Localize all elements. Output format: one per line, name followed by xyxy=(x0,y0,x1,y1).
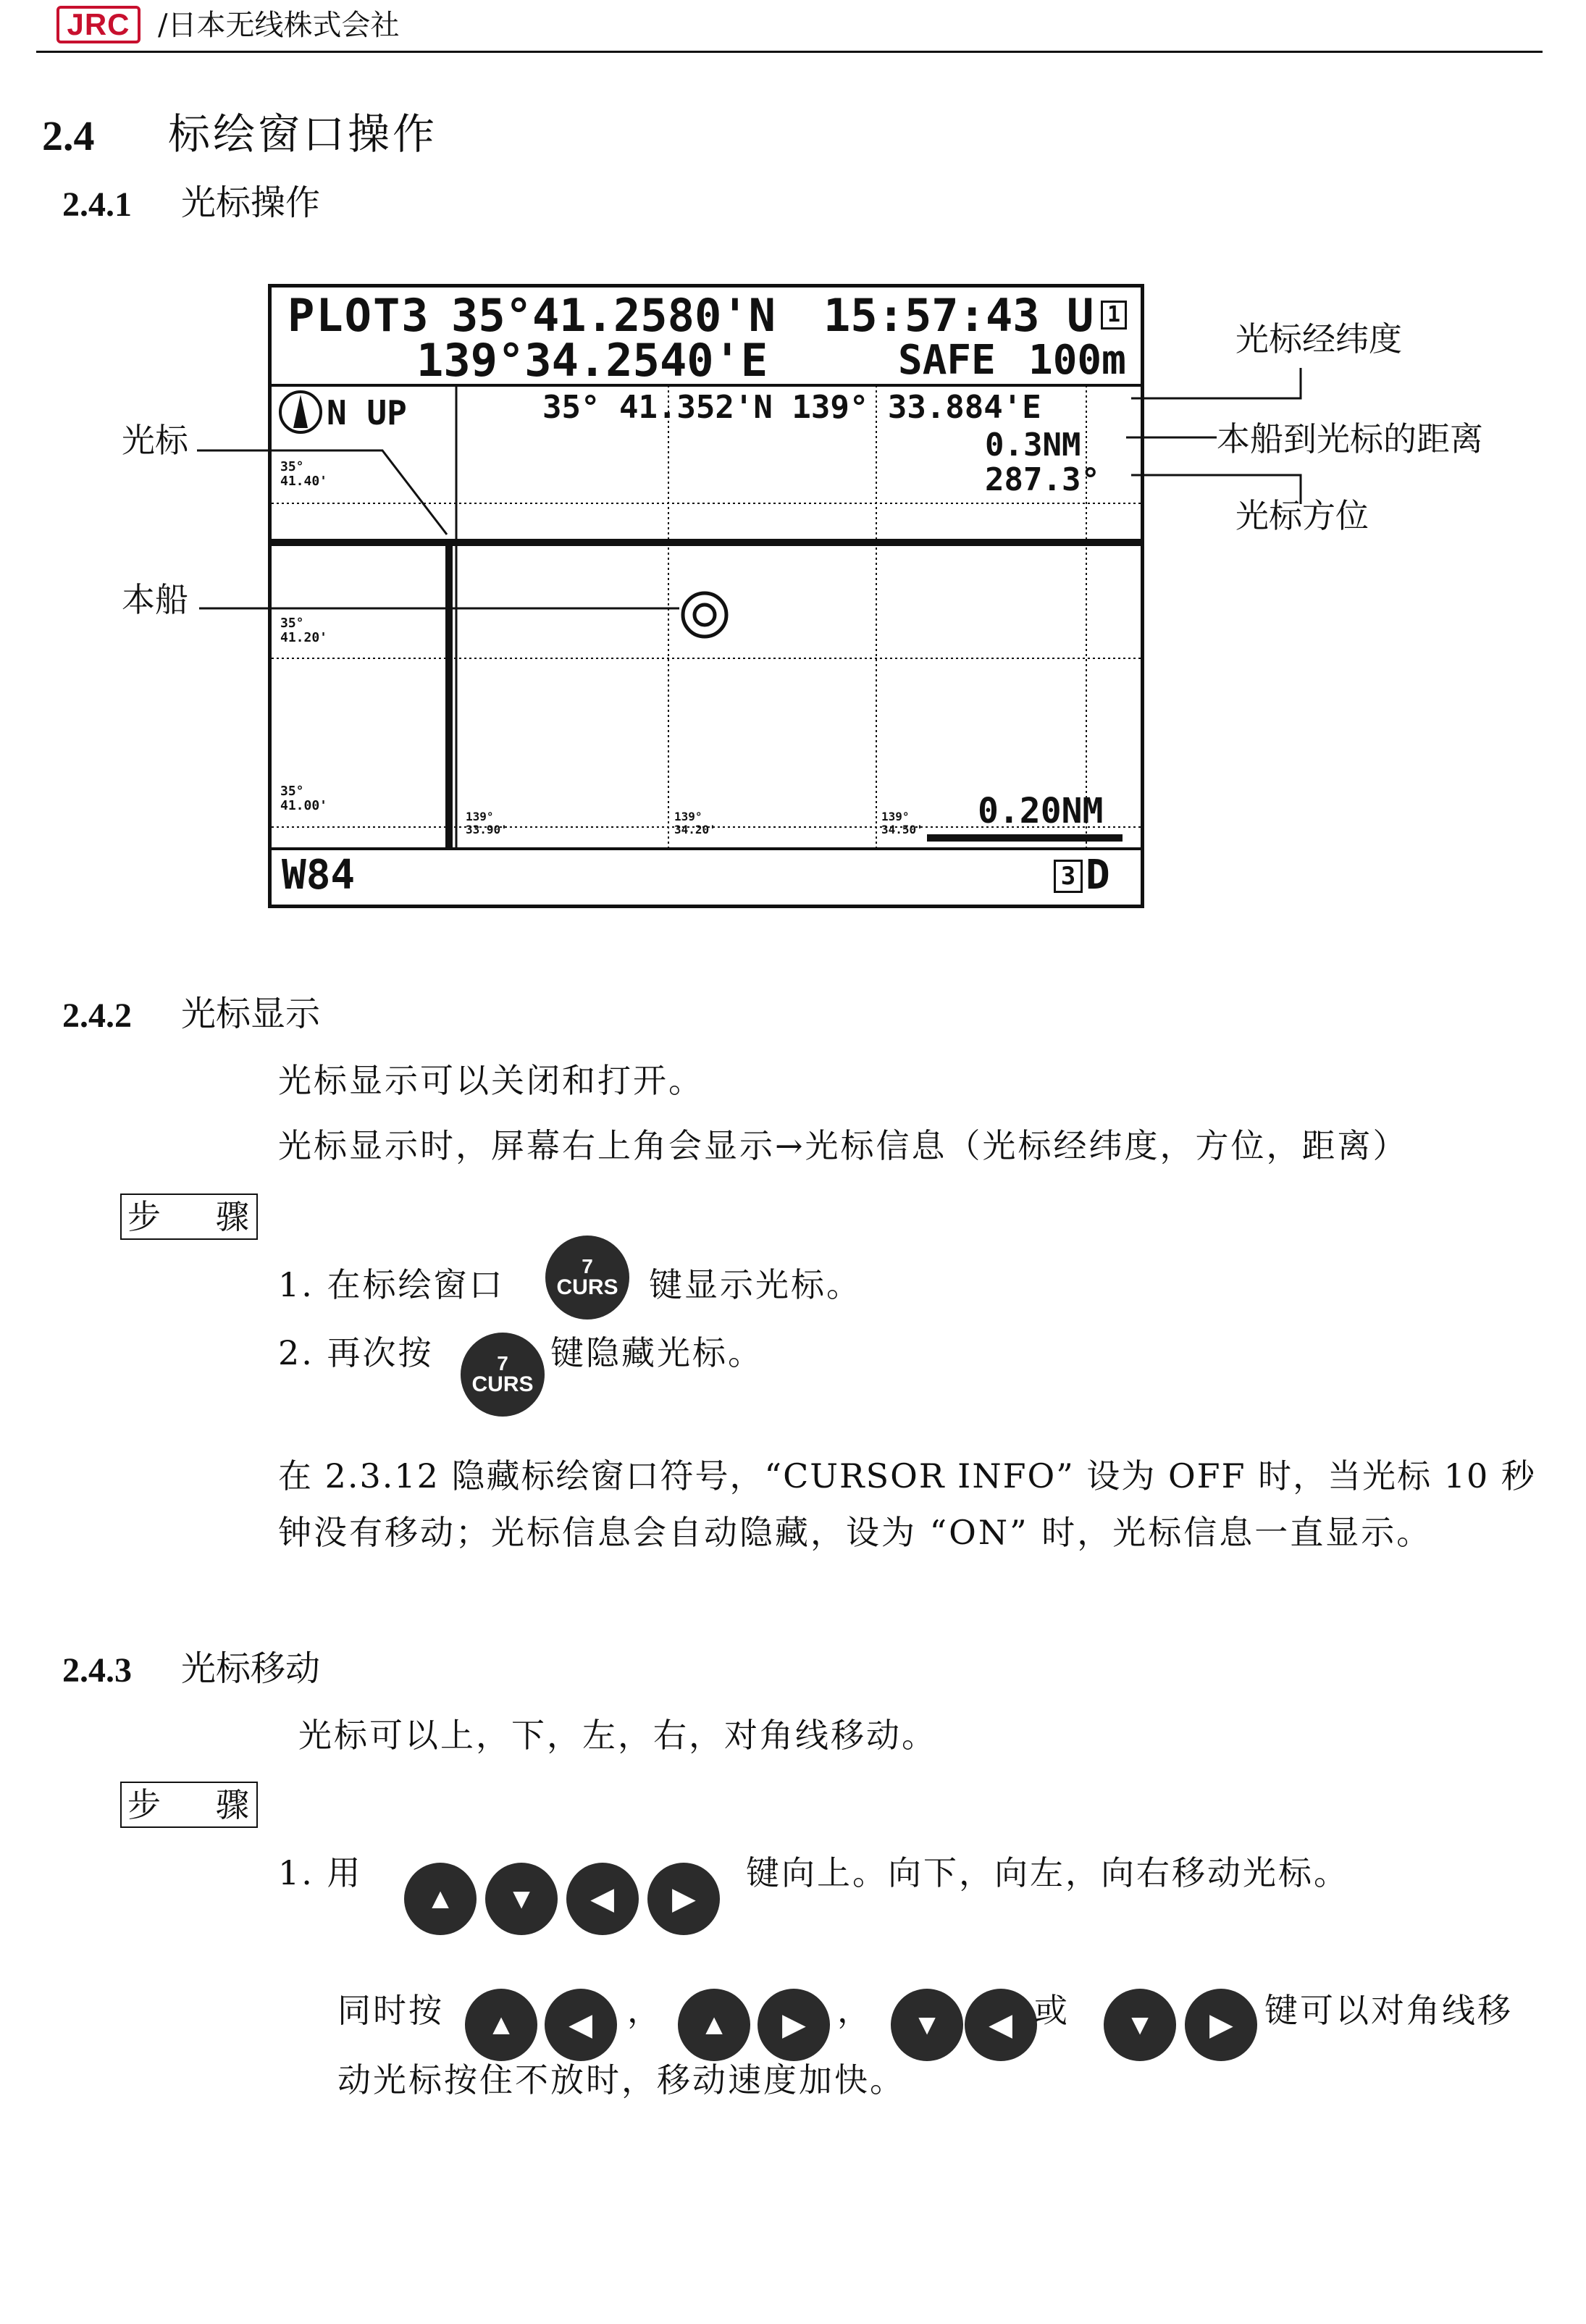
step-text: 键可以对角线移 xyxy=(1264,1991,1513,2030)
grid-lat-label: 35° 41.20' xyxy=(280,616,328,645)
separator: ， xyxy=(837,1991,870,2030)
up-arrow-key-icon: ▲ xyxy=(678,1989,750,2061)
cursor-bearing: 287.3° xyxy=(985,461,1100,498)
grid-lon-label: 139° 34.50' xyxy=(881,810,923,836)
step-text: 动光标按住不放时，移动速度加快。 xyxy=(337,2060,905,2099)
grid-lat-label: 35° 41.40' xyxy=(280,459,328,489)
subsection-title: 光标操作 xyxy=(181,183,321,223)
subsection-number: 2.4.2 xyxy=(62,997,132,1035)
fix-count-badge: 3 xyxy=(1054,860,1083,893)
step-text: 键隐藏光标。 xyxy=(550,1333,763,1372)
callout-bearing: 光标方位 xyxy=(1235,496,1369,535)
note-text: 在 2.3.12 隐藏标绘窗口符号，“CURSOR INFO” 设为 OFF 时，当光标 10 秒 xyxy=(278,1456,1536,1496)
curs-key-icon: 7 CURS xyxy=(461,1333,545,1417)
left-arrow-key-icon: ◀ xyxy=(545,1989,617,2061)
subsection-number: 2.4.1 xyxy=(62,185,132,224)
steps-label: 步 骤 xyxy=(120,1782,258,1828)
clock-time: 15:57:43 U xyxy=(823,289,1094,342)
or-text: 或 xyxy=(1034,1991,1067,2030)
paragraph: 光标可以上，下，左，右，对角线移动。 xyxy=(298,1716,937,1755)
own-latitude: 35°41.2580'N xyxy=(451,289,776,342)
callout-cursor-latlon: 光标经纬度 xyxy=(1235,319,1402,358)
north-up-label: N UP xyxy=(327,393,407,432)
paragraph: 光标显示可以关闭和打开。 xyxy=(278,1061,704,1100)
subsection-title: 光标移动 xyxy=(181,1648,321,1689)
callout-lines xyxy=(0,0,1586,941)
up-arrow-key-icon: ▲ xyxy=(465,1989,537,2061)
section-title: 标绘窗口操作 xyxy=(168,109,438,159)
left-arrow-key-icon: ◀ xyxy=(566,1863,639,1935)
grid-lat-label: 35° 41.00' xyxy=(280,784,328,813)
step-text: 1. 用 xyxy=(278,1853,363,1892)
step-text: 键向上。向下，向左，向右移动光标。 xyxy=(746,1853,1349,1892)
down-arrow-key-icon: ▼ xyxy=(891,1989,963,2061)
cursor-distance: 0.3NM xyxy=(985,427,1081,463)
time-zone-badge: 1 xyxy=(1101,301,1127,330)
right-arrow-key-icon: ▶ xyxy=(647,1863,720,1935)
cursor-position: 35° 41.352'N 139° 33.884'E xyxy=(542,389,1041,426)
depth-value: 100m xyxy=(1028,337,1126,384)
right-arrow-key-icon: ▶ xyxy=(758,1989,830,2061)
left-arrow-key-icon: ◀ xyxy=(965,1989,1037,2061)
down-arrow-key-icon: ▼ xyxy=(1104,1989,1176,2061)
step-text: 1. 在标绘窗口 xyxy=(278,1265,505,1304)
curs-key-icon: 7 CURS xyxy=(545,1236,629,1320)
company-name: /日本无线株式会社 xyxy=(158,9,400,42)
fix-mode: D xyxy=(1086,852,1110,899)
own-longitude: 139°34.2540'E xyxy=(416,334,768,387)
section-number: 2.4 xyxy=(42,112,95,159)
note-text: 钟没有移动；光标信息会自动隐藏，设为 “ON” 时，光标信息一直显示。 xyxy=(278,1513,1432,1552)
callout-own-ship: 本船 xyxy=(122,580,188,619)
down-arrow-key-icon: ▼ xyxy=(485,1863,558,1935)
paragraph: 光标显示时，屏幕右上角会显示→光标信息（光标经纬度，方位，距离） xyxy=(278,1126,1409,1165)
separator: ， xyxy=(627,1991,660,2030)
callout-distance: 本船到光标的距离 xyxy=(1217,419,1483,458)
right-arrow-key-icon: ▶ xyxy=(1185,1989,1257,2061)
callout-cursor: 光标 xyxy=(122,421,188,460)
grid-lon-label: 139° 33.90' xyxy=(466,810,508,836)
datum-label: W84 xyxy=(282,852,356,899)
alarm-status: SAFE xyxy=(898,337,996,384)
jrc-logo: JRC xyxy=(56,6,140,43)
subsection-title: 光标显示 xyxy=(181,994,321,1034)
grid-lon-label: 139° 34.20' xyxy=(674,810,716,836)
step-text: 2. 再次按 xyxy=(278,1333,434,1372)
subsection-number: 2.4.3 xyxy=(62,1651,132,1690)
step-text: 键显示光标。 xyxy=(649,1265,862,1304)
up-arrow-key-icon: ▲ xyxy=(404,1863,477,1935)
step-text: 同时按 xyxy=(337,1991,444,2030)
scale-label: 0.20NM xyxy=(978,791,1104,831)
steps-label: 步 骤 xyxy=(120,1194,258,1240)
plot-label: PLOT3 xyxy=(288,289,430,342)
